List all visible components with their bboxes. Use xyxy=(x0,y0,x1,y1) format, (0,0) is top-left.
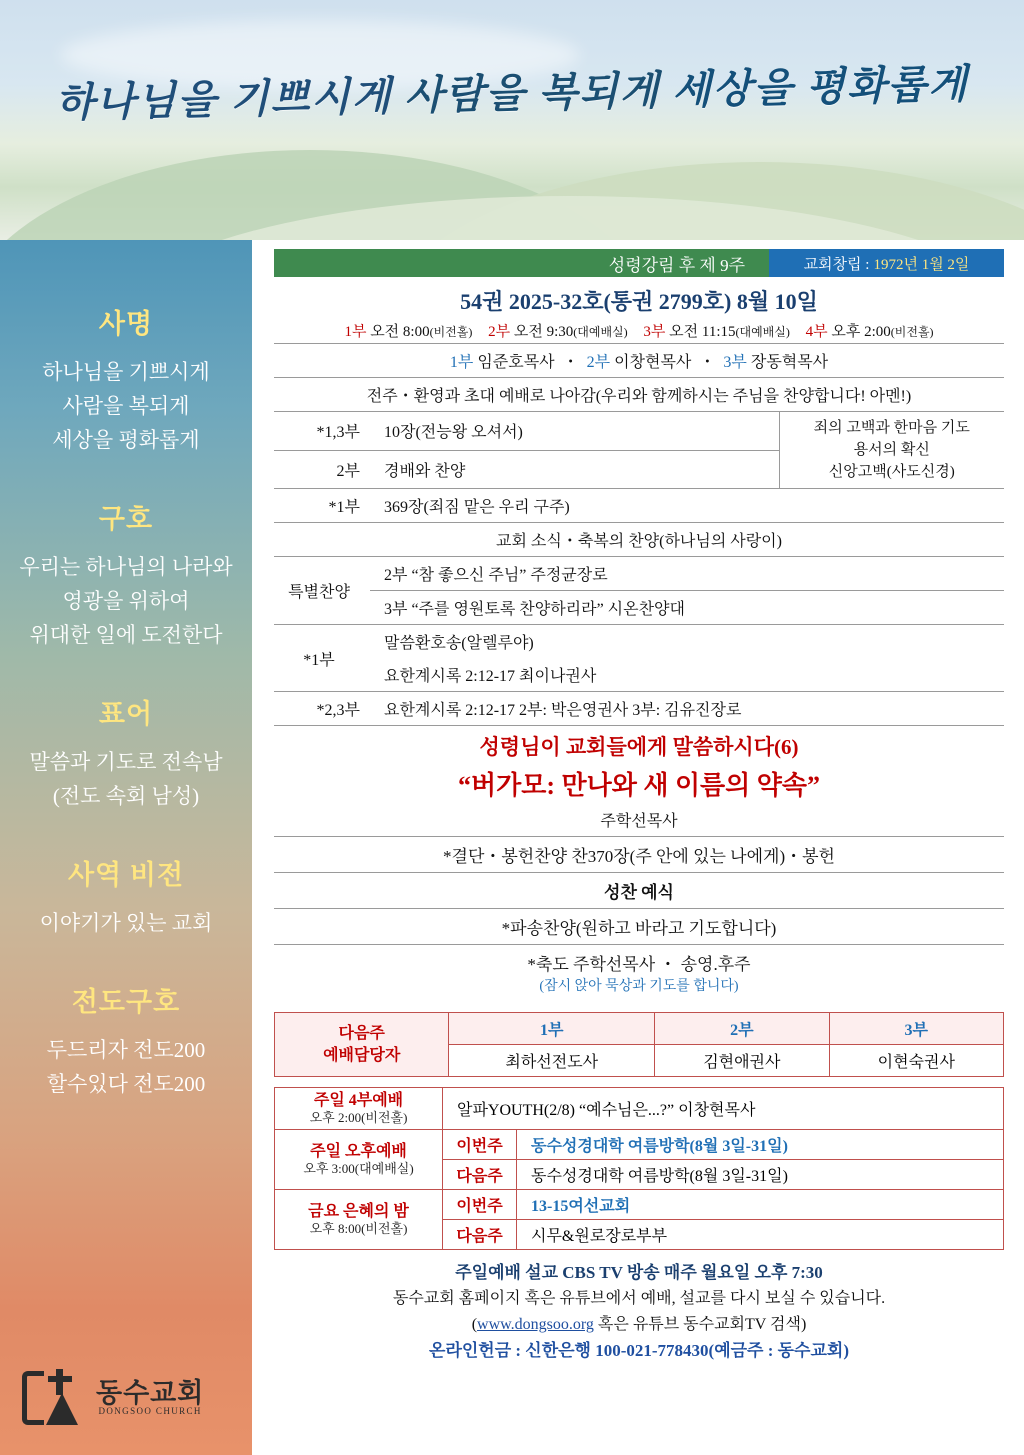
scripture-item: 요한계시록 2:12-17 2부: 박은영권사 3부: 김유진장로 xyxy=(370,692,1004,726)
logo-name-en: DONGSOO CHURCH xyxy=(98,1406,202,1417)
service-time: 오후 2:00 xyxy=(831,324,891,340)
schedule-title-cell xyxy=(275,1189,443,1249)
table-row xyxy=(274,344,1004,378)
table-row xyxy=(274,557,1004,591)
slogan-part-2: 사람을 복되게 xyxy=(404,67,661,119)
founded-box xyxy=(769,249,1004,277)
presider-name: 임준호목사 xyxy=(477,354,555,371)
footer-website-suffix: 혹은 유튜브 동수교회TV 검색) xyxy=(593,1315,807,1333)
benediction-line: *축도 주학선목사 ・ 송영.후주 xyxy=(527,955,751,974)
first-service-label: *1부 xyxy=(274,625,370,692)
sidebar-block-title: 사역 비전 xyxy=(67,860,185,890)
sidebar-block-line: 할수있다 전도200 xyxy=(46,1072,206,1096)
sidebar-block-evangelism xyxy=(0,980,252,1101)
order-of-worship-table xyxy=(274,343,1004,1000)
footer-replay-line: 동수교회 홈페이지 혹은 유튜브에서 예배, 설교를 다시 보실 수 있습니다. xyxy=(392,1289,886,1307)
schedule-title-cell xyxy=(275,1129,443,1189)
weekly-schedule-table xyxy=(274,1087,1004,1250)
next-week-name: 김현애권사 xyxy=(655,1045,829,1077)
footer-offering-line: 온라인헌금 : 신한은행 100-021-778430(예금주 : 동수교회) xyxy=(429,1340,849,1360)
next-week-name: 최하선전도사 xyxy=(449,1045,655,1077)
table-row xyxy=(274,945,1004,1001)
schedule-week-label: 다음주 xyxy=(443,1219,517,1249)
sidebar-block-line: (전도 속회 남성) xyxy=(52,784,200,808)
service-number: 3부 xyxy=(643,324,666,340)
schedule-title: 주일 4부예배 xyxy=(313,1092,404,1109)
sidebar-block-vision xyxy=(0,853,252,940)
service-time: 오전 8:00 xyxy=(370,324,430,340)
logo-name-kr: 동수교회 xyxy=(96,1378,205,1409)
presider-part: 3부 xyxy=(723,354,747,371)
service-time: 오전 11:15 xyxy=(669,324,736,340)
table-row xyxy=(274,489,1004,523)
slogan-part-3: 세상을 평화롭게 xyxy=(671,61,970,113)
founded-label: 교회창립 : xyxy=(803,256,870,273)
order-item-text: 369장(죄짐 맡은 우리 구주) xyxy=(370,489,1004,523)
next-week-column-header: 3부 xyxy=(829,1013,1003,1045)
schedule-week-label: 이번주 xyxy=(443,1129,517,1159)
sidebar-block-line: 위대한 일에 도전한다 xyxy=(29,623,223,647)
sermon-series: 성령님이 교회들에게 말씀하시다(6) xyxy=(479,735,799,759)
sidebar xyxy=(0,240,252,1455)
table-row xyxy=(274,692,1004,726)
schedule-item-text: 동수성경대학 여름방학(8월 3일-31일) xyxy=(517,1129,1004,1159)
sermon-title: “버가모: 만나와 새 이름의 약속” xyxy=(457,771,821,800)
benediction-note: (잠시 앉아 묵상과 기도를 합니다) xyxy=(539,979,739,994)
service-number: 4부 xyxy=(805,324,828,340)
service-number: 1부 xyxy=(344,324,367,340)
service-place: (비전홀) xyxy=(890,325,934,339)
schedule-week-label: 이번주 xyxy=(443,1189,517,1219)
confession-line: 신앙고백(사도신경) xyxy=(828,464,955,480)
order-part-label: 2부 xyxy=(274,450,370,489)
next-week-duty-table xyxy=(274,1012,1004,1077)
prelude-line: 전주・환영과 초대 예배로 나아감(우리와 함께하시는 주님을 찬양합니다! 아멘!) xyxy=(274,378,1004,412)
table-row xyxy=(274,625,1004,659)
sidebar-block-title: 사명 xyxy=(98,309,154,339)
next-week-column-header: 1부 xyxy=(449,1013,655,1045)
sidebar-block-title: 표어 xyxy=(98,699,154,729)
presider-part: 2부 xyxy=(586,354,611,371)
header-banner xyxy=(0,0,1024,240)
sidebar-block-line: 하나님을 기쁘시게 xyxy=(42,360,210,384)
service-place: (대예배실) xyxy=(573,325,628,339)
table-row xyxy=(274,412,1004,451)
confession-box xyxy=(779,412,1004,489)
sidebar-block-motto xyxy=(0,692,252,813)
special-music-item: 3부 “주를 영원토록 찬양하리라” 시온찬양대 xyxy=(370,591,1004,625)
footer-notice xyxy=(274,1260,1004,1364)
next-week-label-line2: 예배담당자 xyxy=(323,1046,401,1064)
sidebar-block-title: 구호 xyxy=(98,504,154,534)
table-row xyxy=(275,1129,1004,1159)
footer-website-line xyxy=(274,1312,1004,1338)
church-news-line: 교회 소식・축복의 찬양(하나님의 사랑이) xyxy=(274,523,1004,557)
second-third-service-label: *2,3부 xyxy=(274,692,370,726)
schedule-time: 오후 2:00(비전홀) xyxy=(309,1110,408,1126)
schedule-title: 주일 오후예배 xyxy=(310,1142,407,1160)
special-music-item: 2부 “참 좋으신 주님” 주정균장로 xyxy=(370,557,1004,591)
schedule-title: 금요 은혜의 밤 xyxy=(308,1202,409,1220)
schedule-title-cell xyxy=(275,1088,443,1130)
footer-broadcast-line: 주일예배 설교 CBS TV 방송 매주 월요일 오후 7:30 xyxy=(455,1262,823,1282)
schedule-week-label: 다음주 xyxy=(443,1159,517,1189)
sidebar-block-line: 사람을 복되게 xyxy=(62,394,190,418)
sending-hymn-line: *파송찬양(원하고 바라고 기도합니다) xyxy=(274,909,1004,945)
sidebar-block-line: 이야기가 있는 교회 xyxy=(39,911,213,935)
order-part-label: *1,3부 xyxy=(274,412,370,451)
table-row xyxy=(274,523,1004,557)
table-row xyxy=(275,1013,1004,1045)
order-item-text: 경배와 찬양 xyxy=(370,450,779,489)
special-music-label: 특별찬양 xyxy=(274,557,370,625)
issue-line: 54권 2025-32호(통권 2799호) 8월 10일 xyxy=(460,289,818,314)
table-row xyxy=(274,658,1004,692)
bulletin-main xyxy=(252,240,1024,1455)
service-number: 2부 xyxy=(488,324,511,340)
website-link[interactable]: www.dongsoo.org xyxy=(477,1315,594,1333)
order-item-text: 10장(전능왕 오셔서) xyxy=(370,412,779,451)
slogan-part-1: 하나님을 기쁘시게 xyxy=(54,73,393,126)
sermon-preacher: 주학선목사 xyxy=(600,813,678,830)
schedule-item-text: 알파YOUTH(2/8) “예수님은...?” 이창현목사 xyxy=(443,1088,1004,1130)
sidebar-block-mission xyxy=(0,302,252,457)
table-row xyxy=(275,1189,1004,1219)
scripture-item: 요한계시록 2:12-17 최이나권사 xyxy=(384,668,597,685)
presider-name: 장동혁목사 xyxy=(750,354,829,371)
table-row xyxy=(275,1088,1004,1130)
service-time: 오전 9:30 xyxy=(513,324,574,340)
presider-name: 이창현목사 xyxy=(614,354,692,371)
sidebar-block-line: 두드리자 전도200 xyxy=(46,1038,206,1062)
next-week-label-line1: 다음주 xyxy=(338,1024,385,1042)
offering-line: *결단・봉헌찬양 찬370장(주 안에 있는 나에게)・봉헌 xyxy=(274,837,1004,873)
season-label: 성령강림 후 제 9주 xyxy=(274,249,769,277)
sidebar-block-line: 세상을 평화롭게 xyxy=(52,428,200,452)
footer-paren-open: ( xyxy=(471,1315,478,1333)
table-row xyxy=(274,873,1004,909)
founded-date: 1972년 1월 2일 xyxy=(873,256,970,273)
table-row xyxy=(274,837,1004,873)
service-place: (대예배실) xyxy=(735,325,790,339)
scripture-item: 말씀환호송(알렐루야) xyxy=(370,625,1004,659)
schedule-time: 오후 3:00(대예배실) xyxy=(303,1161,414,1177)
sidebar-block-line: 우리는 하나님의 나라와 xyxy=(19,555,233,579)
sidebar-block-slogan xyxy=(0,497,252,652)
table-row xyxy=(274,726,1004,837)
service-place: (비전홀) xyxy=(429,325,473,339)
benediction-block xyxy=(274,945,1004,1001)
next-week-name: 이현숙권사 xyxy=(829,1045,1003,1077)
presider-line: 1부 임준호목사 ・ 2부 이창현목사 ・ 3부 장동혁목사 xyxy=(274,344,1004,378)
sermon-block xyxy=(274,726,1004,837)
sidebar-block-line: 말씀과 기도로 전속남 xyxy=(29,750,223,774)
schedule-time: 오후 8:00(비전홀) xyxy=(309,1221,408,1237)
schedule-item-text: 동수성경대학 여름방학(8월 3일-31일) xyxy=(517,1159,1004,1189)
presider-part: 1부 xyxy=(449,354,474,371)
confession-line: 죄의 고백과 한마음 기도 xyxy=(813,420,970,436)
next-week-label xyxy=(275,1013,449,1077)
next-week-column-header: 2부 xyxy=(655,1013,829,1045)
table-row xyxy=(274,378,1004,412)
service-times xyxy=(274,320,1004,341)
table-row xyxy=(274,909,1004,945)
table-row xyxy=(274,591,1004,625)
order-part-label: *1부 xyxy=(274,489,370,523)
topbar xyxy=(274,249,1004,277)
sidebar-block-title: 전도구호 xyxy=(71,987,181,1017)
church-logo xyxy=(22,1363,252,1433)
communion-line: 성찬 예식 xyxy=(274,873,1004,909)
church-logo-icon xyxy=(22,1371,86,1425)
confession-line: 용서의 확신 xyxy=(853,442,930,458)
schedule-item-text: 13-15여선교회 xyxy=(517,1189,1004,1219)
sidebar-block-line: 영광을 위하여 xyxy=(62,589,190,613)
schedule-item-text: 시무&원로장로부부 xyxy=(517,1219,1004,1249)
